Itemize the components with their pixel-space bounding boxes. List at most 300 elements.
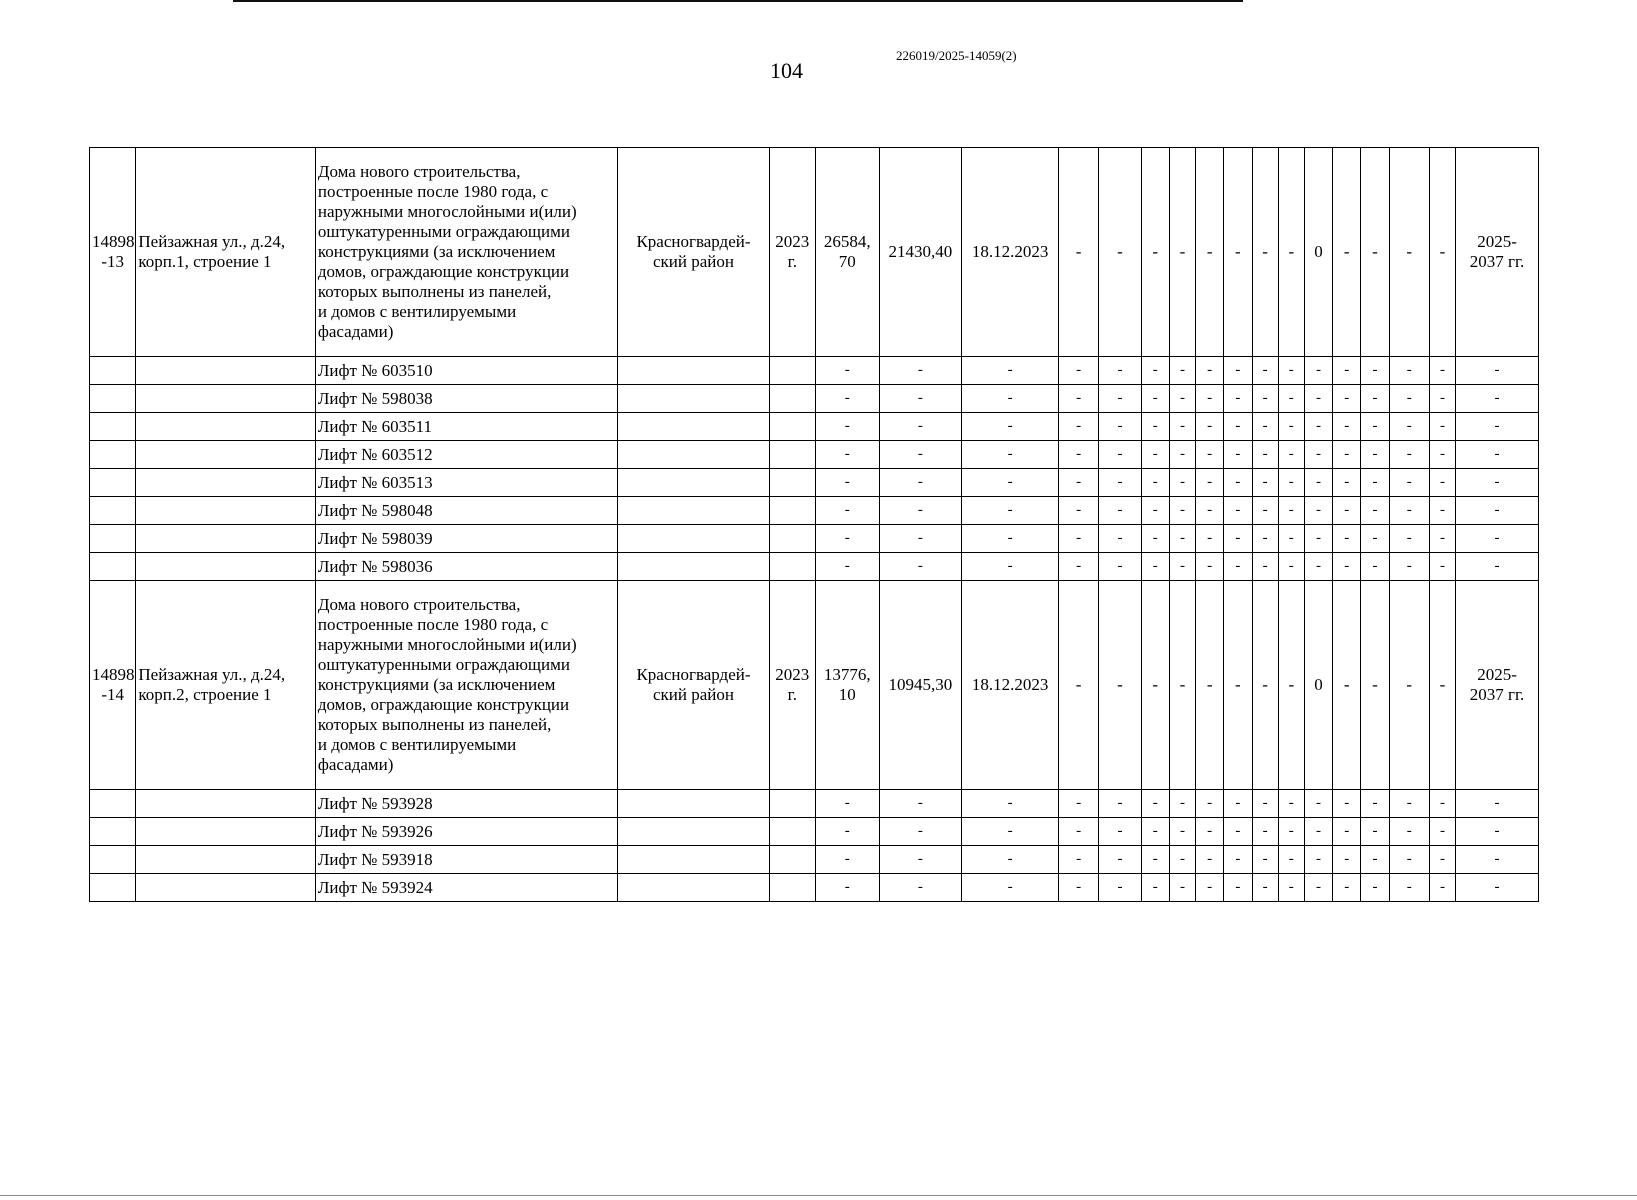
lift-value-cell: - [815, 846, 879, 874]
lift-value-cell: - [1361, 357, 1389, 385]
description-line: конструкциями (за исключением [317, 242, 556, 261]
lift-value-cell: - [1278, 385, 1304, 413]
living-area-cell: 21430,40 [879, 148, 962, 357]
lift-value-cell: - [962, 413, 1059, 441]
lift-name-cell: Лифт № 598039 [315, 525, 618, 553]
table-row-lift [90, 469, 1539, 497]
object-id-cell [90, 357, 136, 385]
year-cell: 2023 г. [769, 581, 815, 790]
lift-value-cell: - [1429, 441, 1455, 469]
lift-name-cell: Лифт № 593926 [315, 818, 618, 846]
address-cell [136, 469, 315, 497]
lift-value-cell: - [1361, 497, 1389, 525]
district-cell: Красногвардей- ский район [618, 148, 769, 357]
object-id-cell [90, 790, 136, 818]
lift-value-cell: - [1278, 413, 1304, 441]
year-cell [769, 790, 815, 818]
bottom-rule [0, 1195, 1637, 1196]
lift-value-cell: - [1333, 846, 1361, 874]
lift-value-cell: - [879, 441, 962, 469]
lift-value-cell: - [1456, 846, 1539, 874]
period-cell: 2025- 2037 гг. [1456, 148, 1539, 357]
lift-value-cell: - [1333, 818, 1361, 846]
lift-value-cell: - [1361, 385, 1389, 413]
lift-value-cell: - [1224, 385, 1252, 413]
lift-value-cell: - [1333, 790, 1361, 818]
lift-value-cell: - [1252, 413, 1278, 441]
address-cell: Пейзажная ул., д.24, корп.1, строение 1 [136, 148, 315, 357]
table-row-house [90, 581, 1539, 790]
lift-value-cell: - [1141, 441, 1169, 469]
work-type-cell: 0 [1304, 148, 1332, 357]
lift-value-cell: - [1429, 357, 1455, 385]
address-cell [136, 846, 315, 874]
work-type-cell: - [1196, 148, 1224, 357]
lift-value-cell: - [815, 874, 879, 902]
lift-value-cell: - [1224, 413, 1252, 441]
district-cell [618, 469, 769, 497]
table-row-lift [90, 874, 1539, 902]
lift-value-cell: - [1429, 790, 1455, 818]
lift-value-cell: - [1278, 553, 1304, 581]
lift-value-cell: - [1141, 553, 1169, 581]
lift-value-cell: - [1429, 846, 1455, 874]
lift-value-cell: - [1361, 874, 1389, 902]
living-area-cell: 10945,30 [879, 581, 962, 790]
lift-value-cell: - [1278, 818, 1304, 846]
lift-value-cell: - [962, 441, 1059, 469]
lift-value-cell: - [1389, 553, 1429, 581]
lift-value-cell: - [962, 385, 1059, 413]
object-id-cell [90, 553, 136, 581]
address-cell [136, 357, 315, 385]
lift-value-cell: - [1429, 497, 1455, 525]
lift-value-cell: - [1169, 441, 1195, 469]
lift-value-cell: - [962, 818, 1059, 846]
lift-value-cell: - [962, 790, 1059, 818]
work-type-cell: - [1252, 581, 1278, 790]
table-row-lift [90, 525, 1539, 553]
period-cell: 2025- 2037 гг. [1456, 581, 1539, 790]
lift-value-cell: - [1169, 553, 1195, 581]
district-cell [618, 553, 769, 581]
work-type-cell: - [1224, 581, 1252, 790]
lift-value-cell: - [1456, 385, 1539, 413]
work-type-cell: - [1278, 148, 1304, 357]
lift-value-cell: - [879, 553, 962, 581]
lift-value-cell: - [1361, 525, 1389, 553]
lift-value-cell: - [815, 818, 879, 846]
description-line: Дома нового строительства, [317, 595, 521, 614]
lift-value-cell: - [1252, 790, 1278, 818]
document-reference: 226019/2025-14059(2) [896, 48, 1017, 63]
lift-value-cell: - [815, 497, 879, 525]
work-type-cell: - [1278, 581, 1304, 790]
lift-value-cell: - [879, 846, 962, 874]
year-cell [769, 497, 815, 525]
lift-value-cell: - [1389, 818, 1429, 846]
work-type-cell: - [1361, 581, 1389, 790]
district-cell [618, 497, 769, 525]
description-line: конструкциями (за исключением [317, 675, 556, 694]
description-line: фасадами) [317, 322, 394, 341]
lift-value-cell: - [1304, 818, 1332, 846]
lift-value-cell: - [1333, 525, 1361, 553]
lift-value-cell: - [1169, 818, 1195, 846]
lift-value-cell: - [1278, 846, 1304, 874]
lift-value-cell: - [1169, 846, 1195, 874]
work-type-cell: - [1429, 148, 1455, 357]
lift-value-cell: - [1099, 525, 1141, 553]
date-cell: 18.12.2023 [962, 148, 1059, 357]
lift-value-cell: - [1058, 846, 1098, 874]
lift-value-cell: - [1304, 441, 1332, 469]
district-cell: Красногвардей- ский район [618, 581, 769, 790]
table-row-lift [90, 441, 1539, 469]
lift-value-cell: - [1196, 441, 1224, 469]
lift-value-cell: - [879, 790, 962, 818]
work-type-cell: - [1429, 581, 1455, 790]
lift-value-cell: - [1224, 874, 1252, 902]
object-id-cell [90, 525, 136, 553]
lift-value-cell: - [1169, 469, 1195, 497]
lift-value-cell: - [1429, 413, 1455, 441]
address-cell [136, 818, 315, 846]
lift-value-cell: - [1333, 469, 1361, 497]
object-id-cell: 14898 -14 [90, 581, 136, 790]
district-cell [618, 818, 769, 846]
lift-value-cell: - [1429, 818, 1455, 846]
lift-value-cell: - [1456, 874, 1539, 902]
lift-value-cell: - [879, 357, 962, 385]
lift-value-cell: - [1141, 846, 1169, 874]
lift-value-cell: - [1196, 818, 1224, 846]
work-type-cell: 0 [1304, 581, 1332, 790]
address-cell [136, 497, 315, 525]
lift-value-cell: - [1333, 441, 1361, 469]
table-row-lift [90, 790, 1539, 818]
lift-value-cell: - [1278, 469, 1304, 497]
work-type-cell: - [1224, 148, 1252, 357]
table-row-lift [90, 846, 1539, 874]
lift-value-cell: - [1252, 846, 1278, 874]
lift-value-cell: - [1141, 874, 1169, 902]
lift-value-cell: - [1196, 413, 1224, 441]
object-id-cell [90, 413, 136, 441]
lift-value-cell: - [962, 553, 1059, 581]
year-cell [769, 874, 815, 902]
table-row-lift [90, 497, 1539, 525]
lift-value-cell: - [1099, 497, 1141, 525]
lift-name-cell: Лифт № 603512 [315, 441, 618, 469]
lift-value-cell: - [1099, 846, 1141, 874]
lift-value-cell: - [1169, 385, 1195, 413]
lift-value-cell: - [879, 413, 962, 441]
address-cell [136, 874, 315, 902]
lift-value-cell: - [1278, 790, 1304, 818]
work-type-cell: - [1141, 148, 1169, 357]
lift-value-cell: - [879, 385, 962, 413]
registry-table [89, 147, 1539, 902]
description-line: оштукатуренными ограждающими [317, 222, 570, 241]
lift-value-cell: - [1456, 413, 1539, 441]
lift-value-cell: - [815, 357, 879, 385]
lift-value-cell: - [1169, 790, 1195, 818]
lift-value-cell: - [1252, 385, 1278, 413]
lift-value-cell: - [962, 497, 1059, 525]
lift-value-cell: - [1361, 818, 1389, 846]
lift-value-cell: - [1196, 874, 1224, 902]
lift-value-cell: - [1456, 497, 1539, 525]
object-id-cell: 14898 -13 [90, 148, 136, 357]
district-cell [618, 413, 769, 441]
lift-name-cell: Лифт № 598036 [315, 553, 618, 581]
lift-value-cell: - [1169, 357, 1195, 385]
object-id-cell [90, 385, 136, 413]
lift-value-cell: - [1224, 846, 1252, 874]
lift-value-cell: - [1304, 357, 1332, 385]
lift-value-cell: - [1141, 413, 1169, 441]
work-type-cell: - [1058, 148, 1098, 357]
lift-value-cell: - [1304, 413, 1332, 441]
year-cell [769, 469, 815, 497]
object-id-cell [90, 441, 136, 469]
table-row-lift [90, 818, 1539, 846]
lift-value-cell: - [1429, 469, 1455, 497]
lift-value-cell: - [1141, 497, 1169, 525]
lift-name-cell: Лифт № 603510 [315, 357, 618, 385]
district-cell [618, 790, 769, 818]
lift-value-cell: - [1389, 385, 1429, 413]
lift-value-cell: - [1333, 357, 1361, 385]
lift-value-cell: - [1196, 846, 1224, 874]
lift-value-cell: - [1196, 469, 1224, 497]
lift-value-cell: - [1224, 497, 1252, 525]
lift-value-cell: - [962, 357, 1059, 385]
registry-table-body [90, 148, 1539, 902]
lift-value-cell: - [1456, 441, 1539, 469]
lift-value-cell: - [1333, 385, 1361, 413]
lift-value-cell: - [1278, 525, 1304, 553]
address-cell [136, 553, 315, 581]
lift-value-cell: - [1389, 469, 1429, 497]
lift-value-cell: - [1456, 525, 1539, 553]
lift-value-cell: - [1058, 413, 1098, 441]
lift-value-cell: - [815, 385, 879, 413]
lift-name-cell: Лифт № 603511 [315, 413, 618, 441]
lift-value-cell: - [1252, 497, 1278, 525]
work-type-cell: - [1141, 581, 1169, 790]
description-line: наружными многослойными и(или) [317, 202, 577, 221]
lift-value-cell: - [1224, 818, 1252, 846]
total-area-cell: 26584, 70 [815, 148, 879, 357]
work-type-cell: - [1389, 581, 1429, 790]
lift-value-cell: - [1456, 469, 1539, 497]
description-line: построенные после 1980 года, с [317, 182, 549, 201]
lift-value-cell: - [1252, 553, 1278, 581]
object-id-cell [90, 818, 136, 846]
address-cell [136, 525, 315, 553]
work-type-cell: - [1196, 581, 1224, 790]
address-cell [136, 790, 315, 818]
lift-value-cell: - [1456, 357, 1539, 385]
lift-value-cell: - [1058, 818, 1098, 846]
date-cell: 18.12.2023 [962, 581, 1059, 790]
lift-value-cell: - [1389, 846, 1429, 874]
work-type-cell: - [1333, 148, 1361, 357]
object-id-cell [90, 469, 136, 497]
lift-value-cell: - [1333, 413, 1361, 441]
lift-value-cell: - [1389, 357, 1429, 385]
object-id-cell [90, 874, 136, 902]
lift-value-cell: - [1361, 846, 1389, 874]
lift-value-cell: - [1099, 818, 1141, 846]
description-cell [315, 148, 618, 357]
lift-value-cell: - [1278, 357, 1304, 385]
lift-value-cell: - [1169, 413, 1195, 441]
lift-value-cell: - [1058, 790, 1098, 818]
lift-value-cell: - [1141, 790, 1169, 818]
lift-value-cell: - [815, 441, 879, 469]
lift-value-cell: - [1304, 874, 1332, 902]
address-cell: Пейзажная ул., д.24, корп.2, строение 1 [136, 581, 315, 790]
lift-value-cell: - [1141, 385, 1169, 413]
lift-value-cell: - [1252, 357, 1278, 385]
lift-value-cell: - [1058, 525, 1098, 553]
year-cell [769, 525, 815, 553]
lift-value-cell: - [1361, 790, 1389, 818]
lift-value-cell: - [1252, 818, 1278, 846]
lift-value-cell: - [1278, 874, 1304, 902]
lift-value-cell: - [1099, 385, 1141, 413]
lift-value-cell: - [879, 525, 962, 553]
year-cell [769, 357, 815, 385]
lift-value-cell: - [1304, 385, 1332, 413]
lift-value-cell: - [1304, 525, 1332, 553]
lift-value-cell: - [962, 469, 1059, 497]
table-row-lift [90, 357, 1539, 385]
lift-value-cell: - [1058, 874, 1098, 902]
lift-value-cell: - [1141, 357, 1169, 385]
lift-value-cell: - [1278, 497, 1304, 525]
work-type-cell: - [1333, 581, 1361, 790]
lift-value-cell: - [879, 818, 962, 846]
lift-value-cell: - [1456, 818, 1539, 846]
lift-name-cell: Лифт № 593928 [315, 790, 618, 818]
lift-value-cell: - [1196, 357, 1224, 385]
district-cell [618, 385, 769, 413]
lift-value-cell: - [815, 413, 879, 441]
lift-value-cell: - [1389, 441, 1429, 469]
year-cell [769, 846, 815, 874]
district-cell [618, 846, 769, 874]
work-type-cell: - [1389, 148, 1429, 357]
lift-value-cell: - [1099, 790, 1141, 818]
lift-name-cell: Лифт № 598038 [315, 385, 618, 413]
description-line: Дома нового строительства, [317, 162, 521, 181]
lift-value-cell: - [879, 469, 962, 497]
year-cell [769, 385, 815, 413]
lift-value-cell: - [1224, 357, 1252, 385]
lift-value-cell: - [1196, 790, 1224, 818]
page-number: 104 [770, 58, 803, 83]
lift-name-cell: Лифт № 603513 [315, 469, 618, 497]
lift-value-cell: - [1099, 553, 1141, 581]
work-type-cell: - [1169, 148, 1195, 357]
lift-value-cell: - [1429, 553, 1455, 581]
description-line: и домов с вентилируемыми [317, 735, 517, 754]
table-row-lift [90, 413, 1539, 441]
lift-value-cell: - [1058, 553, 1098, 581]
work-type-cell: - [1099, 581, 1141, 790]
year-cell [769, 413, 815, 441]
address-cell [136, 413, 315, 441]
lift-value-cell: - [1099, 874, 1141, 902]
lift-value-cell: - [1141, 469, 1169, 497]
lift-value-cell: - [1224, 553, 1252, 581]
lift-value-cell: - [1252, 469, 1278, 497]
lift-value-cell: - [1224, 469, 1252, 497]
work-type-cell: - [1252, 148, 1278, 357]
table-row-house [90, 148, 1539, 357]
lift-value-cell: - [1304, 553, 1332, 581]
lift-value-cell: - [1196, 497, 1224, 525]
description-line: построенные после 1980 года, с [317, 615, 549, 634]
lift-value-cell: - [1361, 553, 1389, 581]
lift-value-cell: - [1099, 441, 1141, 469]
lift-value-cell: - [1058, 497, 1098, 525]
lift-value-cell: - [1389, 790, 1429, 818]
lift-value-cell: - [1304, 497, 1332, 525]
description-line: домов, ограждающие конструкции [317, 262, 570, 281]
lift-value-cell: - [1099, 469, 1141, 497]
lift-value-cell: - [1278, 441, 1304, 469]
district-cell [618, 441, 769, 469]
work-type-cell: - [1169, 581, 1195, 790]
top-rule [233, 0, 1243, 2]
lift-value-cell: - [1252, 874, 1278, 902]
year-cell [769, 553, 815, 581]
lift-value-cell: - [1058, 441, 1098, 469]
lift-value-cell: - [1304, 790, 1332, 818]
description-line: домов, ограждающие конструкции [317, 695, 570, 714]
lift-value-cell: - [1304, 846, 1332, 874]
district-cell [618, 357, 769, 385]
lift-value-cell: - [1196, 525, 1224, 553]
lift-value-cell: - [1196, 385, 1224, 413]
lift-value-cell: - [1169, 525, 1195, 553]
lift-value-cell: - [1361, 413, 1389, 441]
lift-value-cell: - [1389, 497, 1429, 525]
description-line: оштукатуренными ограждающими [317, 655, 570, 674]
lift-value-cell: - [1141, 525, 1169, 553]
district-cell [618, 525, 769, 553]
lift-value-cell: - [1224, 525, 1252, 553]
description-line: фасадами) [317, 755, 394, 774]
description-line: наружными многослойными и(или) [317, 635, 577, 654]
lift-value-cell: - [1141, 818, 1169, 846]
lift-value-cell: - [1429, 385, 1455, 413]
table-row-lift [90, 553, 1539, 581]
lift-value-cell: - [1456, 790, 1539, 818]
lift-value-cell: - [1099, 413, 1141, 441]
address-cell [136, 385, 315, 413]
lift-value-cell: - [1058, 385, 1098, 413]
lift-value-cell: - [1304, 469, 1332, 497]
work-type-cell: - [1099, 148, 1141, 357]
lift-value-cell: - [1224, 790, 1252, 818]
lift-value-cell: - [1058, 469, 1098, 497]
